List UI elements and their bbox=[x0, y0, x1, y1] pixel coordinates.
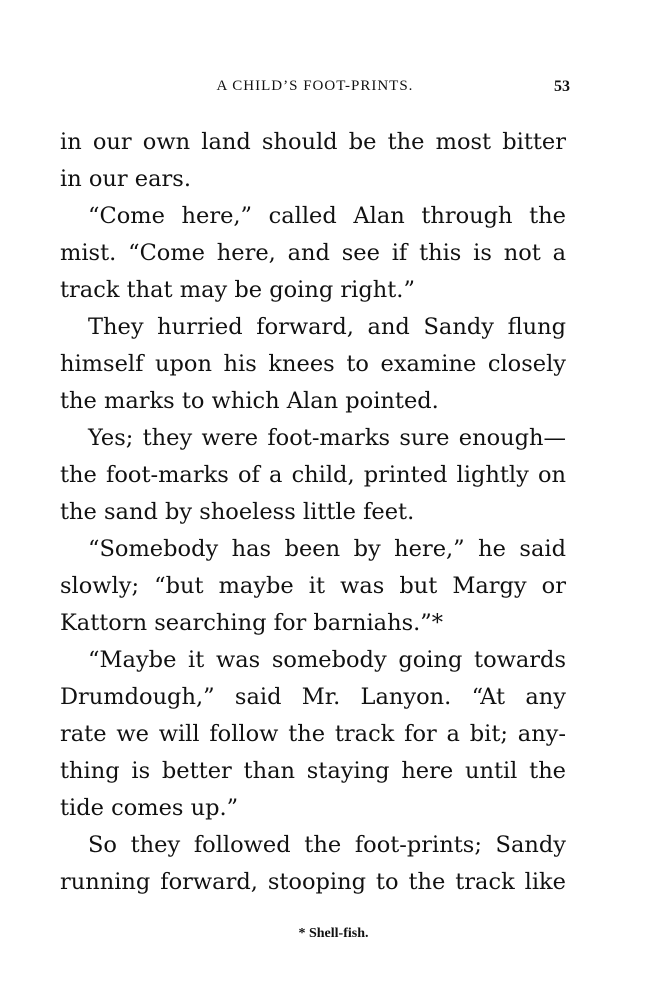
text-line: thing is better than staying here until the bbox=[60, 758, 566, 784]
text-line: Drumdough,” said Mr. Lanyon. “At any bbox=[60, 684, 566, 710]
text-line: in our own land should be the most bitter bbox=[60, 129, 566, 155]
text-line: track that may be going right.” bbox=[60, 277, 415, 303]
body-text bbox=[60, 124, 566, 901]
text-line: Kattorn searching for barniahs.”* bbox=[60, 610, 444, 636]
text-line: “Come here,” called Alan through the bbox=[88, 203, 566, 229]
running-head bbox=[60, 78, 570, 102]
text-line: “Maybe it was somebody going towards bbox=[88, 647, 566, 673]
text-line: Yes; they were foot-marks sure enough— bbox=[88, 425, 566, 451]
text-line: the marks to which Alan pointed. bbox=[60, 388, 439, 414]
page-number: 53 bbox=[554, 78, 570, 95]
text-line: slowly; “but maybe it was but Margy or bbox=[60, 573, 566, 599]
text-line: the sand by shoeless little feet. bbox=[60, 499, 415, 525]
running-title: A CHILD’S FOOT-PRINTS. bbox=[216, 78, 414, 94]
text-line: running forward, stooping to the track like bbox=[60, 869, 566, 895]
text-line: the foot-marks of a child, printed lightly on bbox=[60, 462, 566, 488]
text-line: “Somebody has been by here,” he said bbox=[88, 536, 566, 562]
text-line: rate we will follow the track for a bit; any- bbox=[60, 721, 566, 747]
text-line: tide comes up.” bbox=[60, 795, 239, 821]
text-line: in our ears. bbox=[60, 166, 191, 192]
text-line: mist. “Come here, and see if this is not a bbox=[60, 240, 566, 266]
text-line: himself upon his knees to examine closely bbox=[60, 351, 566, 377]
footnote: * Shell-fish. bbox=[298, 926, 369, 941]
text-line: So they followed the foot-prints; Sandy bbox=[88, 832, 566, 858]
text-line: They hurried forward, and Sandy flung bbox=[88, 314, 566, 340]
